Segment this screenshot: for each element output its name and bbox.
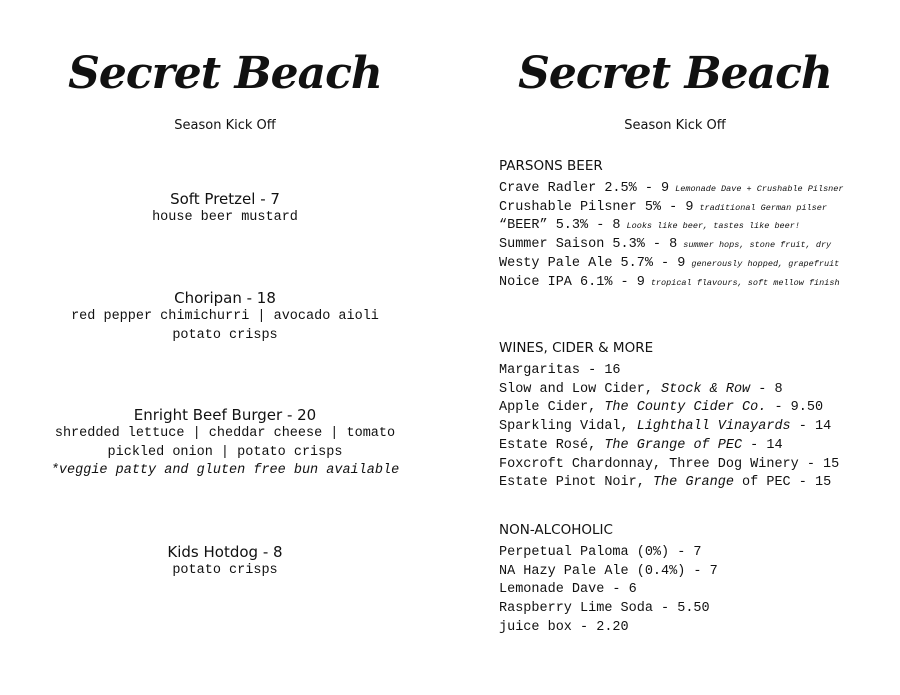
beer-name-price: Noice IPA 6.1% - 9	[499, 274, 645, 290]
menu-title: Secret Beach	[518, 48, 832, 99]
wine-name: Apple Cider,	[499, 400, 605, 416]
beer-row	[499, 180, 899, 199]
wine-name: Margaritas - 16	[499, 363, 621, 378]
wine-row	[499, 474, 899, 493]
food-item-name: Enright Beef Burger - 20	[133, 406, 317, 424]
wine-price: - 14	[742, 437, 783, 453]
wine-price: - 9.50	[766, 400, 824, 416]
beer-tasting-note: Lemonade Dave + Crushable Pilsner	[675, 184, 844, 194]
food-item-description: potato crisps	[172, 327, 278, 343]
food-item-description: red pepper chimichurri | avocado aioli	[71, 309, 379, 324]
beer-row	[499, 255, 899, 274]
beer-section	[499, 158, 899, 292]
food-item	[0, 288, 450, 345]
wine-row	[499, 381, 899, 400]
wine-row	[499, 362, 899, 381]
beer-row	[499, 217, 899, 236]
beer-row	[499, 199, 899, 218]
beer-tasting-note: generously hopped, grapefruit	[691, 258, 840, 269]
wine-producer: The Grange	[652, 475, 734, 491]
non-alcoholic-section	[499, 522, 899, 638]
beer-name-price: Crushable Pilsner 5% - 9	[499, 199, 694, 215]
na-drink-row: Raspberry Lime Soda - 5.50	[499, 601, 710, 617]
food-item-description: shredded lettuce | cheddar cheese | tomato	[54, 426, 396, 441]
wine-price: - 14	[790, 419, 832, 435]
wine-name: Slow and Low Cider,	[499, 381, 662, 397]
beer-name-price: Westy Pale Ale 5.7% - 9	[499, 255, 686, 271]
wine-producer: Lighthall Vinayards	[636, 419, 791, 435]
menu-subtitle: Season Kick Off	[624, 118, 726, 133]
wine-producer: The Grange of PEC	[604, 437, 743, 453]
beer-tasting-note: summer hops, stone fruit, dry	[683, 240, 832, 251]
section-heading: WINES, CIDER & MORE	[499, 340, 654, 356]
beer-row	[499, 274, 899, 293]
na-drink-row: juice box - 2.20	[499, 619, 629, 635]
wines-section	[499, 340, 899, 493]
menu-title: Secret Beach	[68, 48, 382, 99]
food-item	[0, 405, 450, 481]
food-item-name: Soft Pretzel - 7	[170, 190, 280, 208]
food-item	[0, 189, 450, 228]
food-item-description: pickled onion | potato crisps	[107, 444, 343, 460]
beer-tasting-note: Looks like beer, tastes like beer!	[626, 221, 800, 232]
na-drink-row: NA Hazy Pale Ale (0.4%) - 7	[499, 563, 718, 579]
section-heading: PARSONS BEER	[499, 158, 603, 174]
wine-row	[499, 399, 899, 418]
wine-name: Estate Rosé,	[499, 437, 605, 453]
beer-name-price: Summer Saison 5.3% - 8	[499, 237, 678, 253]
wine-producer: The County Cider Co.	[604, 400, 767, 416]
wine-price: of PEC - 15	[733, 475, 832, 491]
food-item-description: potato crisps	[172, 563, 278, 578]
beer-tasting-note: tropical flavours, soft mellow finish	[650, 277, 840, 288]
na-drink-row: Perpetual Paloma (0%) - 7	[499, 545, 702, 560]
food-item-description: house beer mustard	[152, 210, 298, 225]
beer-name-price: Crave Radler 2.5% - 9	[499, 181, 670, 196]
beer-tasting-note: traditional German pilser	[699, 202, 827, 213]
wine-row	[499, 418, 899, 437]
beer-row	[499, 236, 899, 255]
wine-row	[499, 456, 899, 475]
wine-price: - 8	[750, 381, 783, 397]
wine-producer: Stock & Row	[661, 381, 751, 397]
wine-name: Sparkling Vidal,	[499, 419, 637, 435]
beer-name-price: “BEER” 5.3% - 8	[499, 218, 621, 234]
drinks-menu-page	[450, 0, 900, 695]
wine-name: Foxcroft Chardonnay, Three Dog Winery - 15	[499, 456, 840, 472]
wine-row	[499, 437, 899, 456]
menu-subtitle: Season Kick Off	[174, 118, 276, 133]
food-item-name: Kids Hotdog - 8	[167, 543, 283, 561]
wine-name: Estate Pinot Noir,	[499, 475, 653, 491]
food-item-note: *veggie patty and gluten free bun available	[50, 463, 400, 478]
na-drink-row: Lemonade Dave - 6	[499, 582, 637, 598]
food-item	[0, 542, 450, 581]
food-item-name: Choripan - 18	[174, 289, 276, 307]
section-heading: NON-ALCOHOLIC	[499, 522, 613, 538]
